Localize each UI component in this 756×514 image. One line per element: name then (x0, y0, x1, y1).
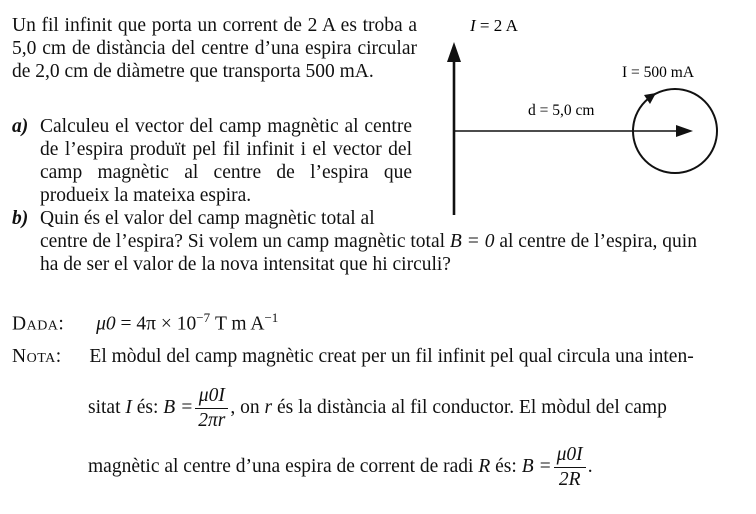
nota-line2: sitat I és: B = $\frac{\mu 0I}{2\pi r}$ , on r és la distància al fil conductor. El mòdul del camp (88, 385, 667, 431)
formula-wire-num: μ0I (195, 384, 228, 409)
nota-label: Nota: (12, 346, 62, 367)
distance-label: d = 5,0 cm (528, 102, 595, 119)
dada-label: Dada: (12, 313, 65, 335)
dada-row: Dada: $\mu 0 = 4\pi \times 10^{-7}$ T m $A^{-1}$ (12, 310, 279, 335)
wire-current-arrow-icon (447, 42, 461, 62)
dada-mu: μ0 (96, 313, 116, 335)
distance-arrow-icon (676, 125, 693, 137)
part-b-line2: centre de l’espira? Si volem un camp magnètic total B = 0 al centre de l’espira, quin (40, 231, 697, 252)
formula-loop-den: 2R (558, 469, 581, 490)
wire-current-label: I = 2 A (470, 16, 518, 35)
loop-current-arrow-icon (644, 93, 656, 104)
part-b-equation: B = 0 (449, 231, 495, 252)
part-b-line3: ha de ser el valor de la nova intensitat que hi circuli? (40, 254, 451, 275)
nota-line1: El mòdul del camp magnètic creat per un fil infinit pel qual circula una inten- (89, 346, 694, 367)
part-a (12, 115, 412, 207)
dada-value: = 4π × 10 (120, 313, 197, 335)
wire-loop-figure (418, 0, 754, 225)
formula-wire-den: 2πr (198, 410, 226, 431)
dada-units: T m A (214, 313, 265, 335)
formula-loop (554, 443, 586, 492)
formula-wire-lhs: B = (163, 396, 194, 418)
formula-loop-lhs: B = (521, 455, 552, 477)
loop-current-label: I = 500 mA (622, 64, 695, 81)
formula-loop-num: μ0I (554, 443, 586, 468)
part-b-label: b) (12, 208, 29, 229)
part-a-text: Calculeu el vector del camp magnètic al centre de l’espira produït pel fil infinit i el vector del camp magnètic al centre de l’espira que produeix la mateixa espira. (40, 116, 412, 206)
problem-intro: Un fil infinit que porta un corrent de 2 A es troba a 5,0 cm de distància del centre d’una espira circular de 2,0 cm de diàmetre que transporta 500 mA. (12, 15, 417, 82)
formula-wire (195, 384, 228, 433)
part-a-label: a) (12, 116, 29, 137)
nota-row (12, 345, 694, 368)
part-b-line1: Quin és el valor del camp magnètic total al (40, 208, 375, 229)
nota-line3: magnètic al centre d’una espira de corrent de radi R és: B = $\frac{\mu 0I}{2R}$ . (88, 444, 593, 490)
